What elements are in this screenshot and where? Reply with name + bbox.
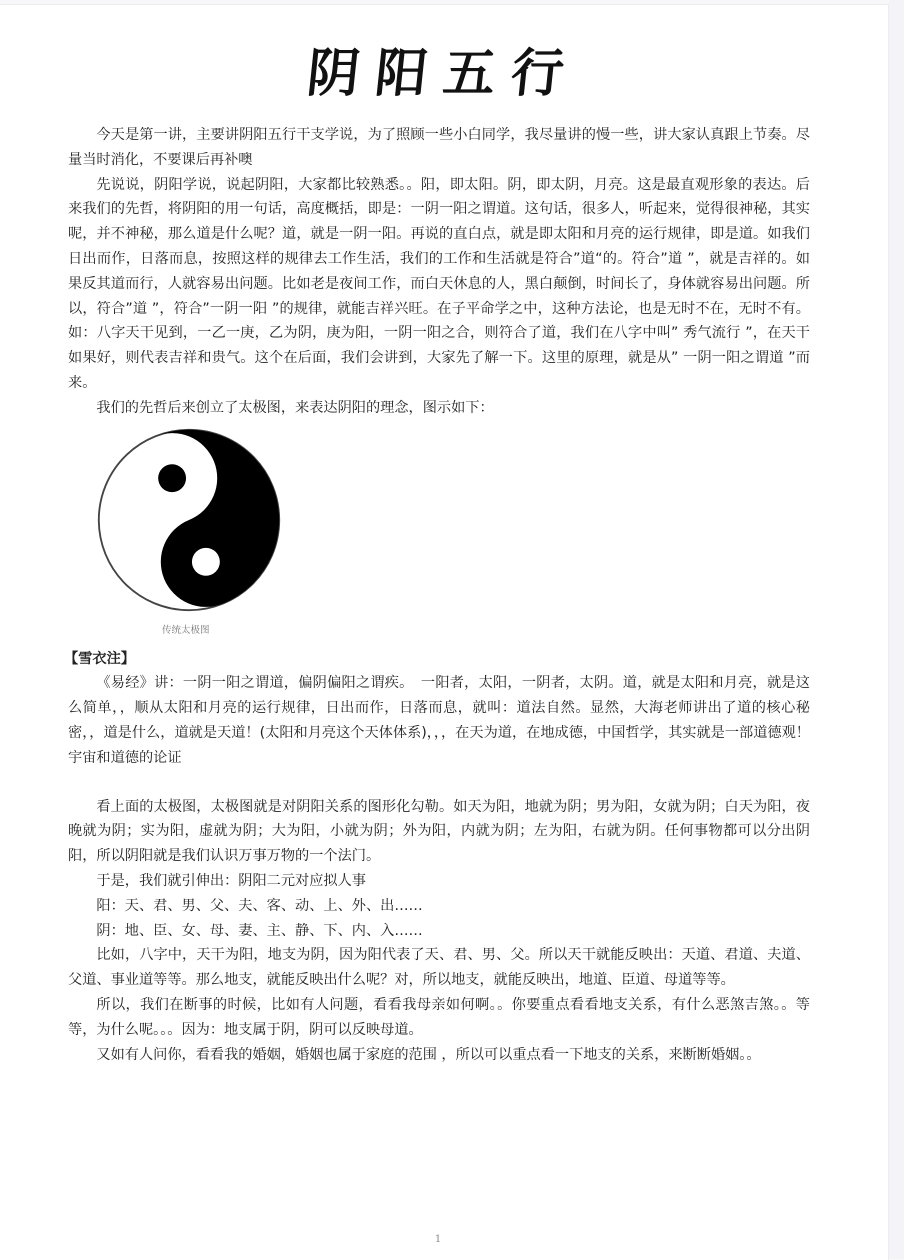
paragraph-yijing-note: 《易经》讲：一阴一阳之谓道，偏阴偏阳之谓疾。 一阳者，太阳，一阴者，太阴。道，就是太阳和月亮，就是这么简单，，顺从太阳和月亮的运行规律，日出而作，日落而息，就叫：道法自然。显然，大海老师讲出了道的核心秘密，，道是什么，道就是天道！(太阳和月亮这个天体体系)，，，在天为道，在地成德，中国哲学，其实就是一部道德观！宇宙和道德的论证 <box>68 675 810 766</box>
paragraph-bazi-example: 比如，八字中，天干为阳，地支为阴，因为阳代表了天、君、男、父。所以天干就能反映出：天道、君道、夫道、父道、事业道等等。那么地支，就能反映出什么呢？对，所以地支，就能反映出，地道、臣道、母道等等。 <box>68 947 810 989</box>
figure-caption: 传统太极图 <box>162 624 210 636</box>
paragraph-intro: 今天是第一讲，主要讲阴阳五行干支学说，为了照顾一些小白同学，我尽量讲的慢一些，讲大家认真跟上节奏。尽量当时消化，不要课后再补噢 <box>68 127 810 168</box>
page-number: 1 <box>434 1234 442 1245</box>
viewer-scroll-gutter[interactable] <box>889 0 904 1259</box>
paragraph-yinyang-theory: 先说说，阴阳学说，说起阴阳，大家都比较熟悉。。阳，即太阳。阴，即太阴，月亮。这是最直观形象的表达。后来我们的先哲，将阴阳的用一句话，高度概括，即是：一阴一阳之谓道。这句话，很多人，听起来，觉得很神秘，其实呢，并不神秘，那么道是什么呢？道，就是一阴一阳。再说的直白点，就是即太阳和月亮的运行规律，即是道。如我们日出而作，日落而息，按照这样的规律去工作生活，我们的工作和生活就是符合”道“的。符合”道 ”，就是吉祥的。如果反其道而行，人就容易出问题。比如老是夜间工作，而白天休息的人，黑白颠倒，时间长了，身体就容易出问题。所以，符合”道 ”，符合”一阴一阳 ”的规律，就能吉祥兴旺。在子平命学之中，这种方法论，也是无时不在，无时不有。如：八字天干见到，一乙一庚，乙为阴，庚为阳，一阴一阳之合，则符合了道，我们在八字中叫” 秀气流行 ”，在天干如果好，则代表吉祥和贵气。这个在后面，我们会讲到，大家先了解一下。这里的原理，就是从” 一阴一阳之谓道 ”而来。 <box>68 176 810 391</box>
yin-yang-icon <box>96 427 282 613</box>
paragraph-yin-list: 阴：地、臣、女、母、妻、主、静、下、内、入…… <box>96 922 423 939</box>
paragraph-derivation: 于是，我们就引伸出：阴阳二元对应拟人事 <box>96 872 366 889</box>
paragraph-taiji-intro: 我们的先哲后来创立了太极图，来表达阴阳的理念，图示如下： <box>96 399 494 416</box>
paragraph-marriage-example: 又如有人问你，看看我的婚姻，婚姻也属于家庭的范围 ，所以可以重点看一下地支的关系，来断断婚姻。。 <box>96 1046 761 1063</box>
taiji-figure <box>68 425 268 645</box>
paragraph-taiji-explain: 看上面的太极图，太极图就是对阴阳关系的图形化勾勒。如天为阳，地就为阴；男为阳，女就为阴；白天为阳，夜晚就为阴；实为阳，虚就为阴；大为阳，小就为阴；外为阳，内就为阴；左为阳，右就为阴。任何事物都可以分出阴阳，所以阴阳就是我们认识万事万物的一个法门。 <box>68 798 810 865</box>
document-page <box>0 4 889 1260</box>
paragraph-yang-list: 阳：天、君、男、父、夫、客、动、上、外、出…… <box>96 897 423 914</box>
document-body <box>64 123 810 1067</box>
blank-line <box>68 771 810 795</box>
page-title: 阴阳五行 <box>304 43 583 104</box>
paragraph-mother-example: 所以，我们在断事的时候，比如有人问题，看看我母亲如何啊。。你要重点看看地支关系，有什么恶煞吉煞。。等等，为什么呢。。。因为：地支属于阴，阴可以反映母道。 <box>68 996 810 1038</box>
note-heading: 【雪衣注】 <box>64 650 135 667</box>
